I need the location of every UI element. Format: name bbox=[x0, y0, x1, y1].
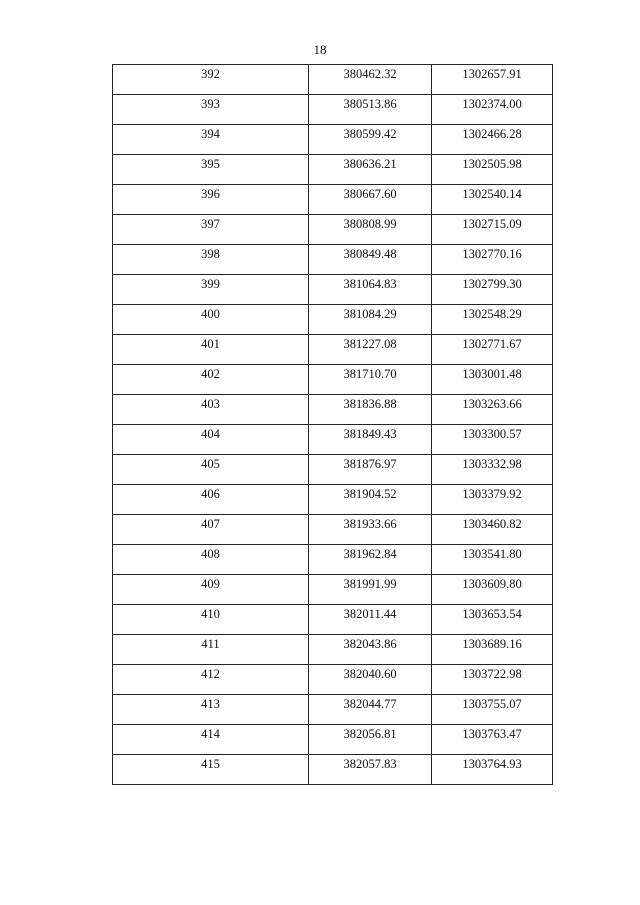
table-row bbox=[113, 755, 553, 785]
point-number-cell: 407 bbox=[113, 515, 309, 545]
point-number-cell: 404 bbox=[113, 425, 309, 455]
y-coordinate-cell: 1303001.48 bbox=[432, 365, 553, 395]
point-number-cell: 398 bbox=[113, 245, 309, 275]
y-coordinate-cell: 1303379.92 bbox=[432, 485, 553, 515]
y-coordinate-cell: 1302771.67 bbox=[432, 335, 553, 365]
point-number-cell: 414 bbox=[113, 725, 309, 755]
x-coordinate-cell: 380849.48 bbox=[309, 245, 432, 275]
table-row bbox=[113, 455, 553, 485]
point-number-cell: 401 bbox=[113, 335, 309, 365]
y-coordinate-cell: 1303300.57 bbox=[432, 425, 553, 455]
y-coordinate-cell: 1302715.09 bbox=[432, 215, 553, 245]
y-coordinate-cell: 1303755.07 bbox=[432, 695, 553, 725]
point-number-cell: 397 bbox=[113, 215, 309, 245]
x-coordinate-cell: 381962.84 bbox=[309, 545, 432, 575]
point-number-cell: 402 bbox=[113, 365, 309, 395]
table-row bbox=[113, 245, 553, 275]
table-row bbox=[113, 95, 553, 125]
y-coordinate-cell: 1303763.47 bbox=[432, 725, 553, 755]
table-row bbox=[113, 335, 553, 365]
point-number-cell: 396 bbox=[113, 185, 309, 215]
x-coordinate-cell: 381227.08 bbox=[309, 335, 432, 365]
y-coordinate-cell: 1302548.29 bbox=[432, 305, 553, 335]
table-row bbox=[113, 275, 553, 305]
table-row bbox=[113, 605, 553, 635]
y-coordinate-cell: 1303653.54 bbox=[432, 605, 553, 635]
table-row bbox=[113, 575, 553, 605]
y-coordinate-cell: 1303263.66 bbox=[432, 395, 553, 425]
x-coordinate-cell: 381991.99 bbox=[309, 575, 432, 605]
y-coordinate-cell: 1303609.80 bbox=[432, 575, 553, 605]
point-number-cell: 399 bbox=[113, 275, 309, 305]
x-coordinate-cell: 380462.32 bbox=[309, 65, 432, 95]
x-coordinate-cell: 381904.52 bbox=[309, 485, 432, 515]
x-coordinate-cell: 382057.83 bbox=[309, 755, 432, 785]
x-coordinate-cell: 381836.88 bbox=[309, 395, 432, 425]
table-row bbox=[113, 185, 553, 215]
y-coordinate-cell: 1303332.98 bbox=[432, 455, 553, 485]
point-number-cell: 406 bbox=[113, 485, 309, 515]
x-coordinate-cell: 382044.77 bbox=[309, 695, 432, 725]
x-coordinate-cell: 381876.97 bbox=[309, 455, 432, 485]
y-coordinate-cell: 1302466.28 bbox=[432, 125, 553, 155]
point-number-cell: 413 bbox=[113, 695, 309, 725]
table-row bbox=[113, 485, 553, 515]
table-row bbox=[113, 365, 553, 395]
table-row bbox=[113, 395, 553, 425]
point-number-cell: 393 bbox=[113, 95, 309, 125]
y-coordinate-cell: 1303722.98 bbox=[432, 665, 553, 695]
point-number-cell: 408 bbox=[113, 545, 309, 575]
x-coordinate-cell: 382056.81 bbox=[309, 725, 432, 755]
point-number-cell: 394 bbox=[113, 125, 309, 155]
y-coordinate-cell: 1302374.00 bbox=[432, 95, 553, 125]
table-row bbox=[113, 665, 553, 695]
table-row bbox=[113, 545, 553, 575]
x-coordinate-cell: 380667.60 bbox=[309, 185, 432, 215]
y-coordinate-cell: 1303541.80 bbox=[432, 545, 553, 575]
y-coordinate-cell: 1302770.16 bbox=[432, 245, 553, 275]
table-row bbox=[113, 155, 553, 185]
point-number-cell: 415 bbox=[113, 755, 309, 785]
coordinates-table bbox=[112, 64, 553, 785]
point-number-cell: 409 bbox=[113, 575, 309, 605]
table-row bbox=[113, 725, 553, 755]
coordinates-table-body bbox=[113, 65, 553, 785]
point-number-cell: 392 bbox=[113, 65, 309, 95]
x-coordinate-cell: 380513.86 bbox=[309, 95, 432, 125]
x-coordinate-cell: 381933.66 bbox=[309, 515, 432, 545]
x-coordinate-cell: 381710.70 bbox=[309, 365, 432, 395]
x-coordinate-cell: 382011.44 bbox=[309, 605, 432, 635]
x-coordinate-cell: 380636.21 bbox=[309, 155, 432, 185]
x-coordinate-cell: 382043.86 bbox=[309, 635, 432, 665]
x-coordinate-cell: 381849.43 bbox=[309, 425, 432, 455]
point-number-cell: 410 bbox=[113, 605, 309, 635]
table-row bbox=[113, 515, 553, 545]
y-coordinate-cell: 1302505.98 bbox=[432, 155, 553, 185]
point-number-cell: 405 bbox=[113, 455, 309, 485]
table-row bbox=[113, 215, 553, 245]
point-number-cell: 411 bbox=[113, 635, 309, 665]
x-coordinate-cell: 380808.99 bbox=[309, 215, 432, 245]
y-coordinate-cell: 1302799.30 bbox=[432, 275, 553, 305]
x-coordinate-cell: 381084.29 bbox=[309, 305, 432, 335]
point-number-cell: 412 bbox=[113, 665, 309, 695]
point-number-cell: 400 bbox=[113, 305, 309, 335]
table-row bbox=[113, 635, 553, 665]
page-number: 18 bbox=[313, 42, 327, 57]
point-number-cell: 403 bbox=[113, 395, 309, 425]
table-row bbox=[113, 65, 553, 95]
table-row bbox=[113, 125, 553, 155]
y-coordinate-cell: 1302657.91 bbox=[432, 65, 553, 95]
table-row bbox=[113, 305, 553, 335]
table-row bbox=[113, 695, 553, 725]
y-coordinate-cell: 1302540.14 bbox=[432, 185, 553, 215]
x-coordinate-cell: 380599.42 bbox=[309, 125, 432, 155]
y-coordinate-cell: 1303689.16 bbox=[432, 635, 553, 665]
point-number-cell: 395 bbox=[113, 155, 309, 185]
table-row bbox=[113, 425, 553, 455]
x-coordinate-cell: 382040.60 bbox=[309, 665, 432, 695]
x-coordinate-cell: 381064.83 bbox=[309, 275, 432, 305]
y-coordinate-cell: 1303764.93 bbox=[432, 755, 553, 785]
y-coordinate-cell: 1303460.82 bbox=[432, 515, 553, 545]
